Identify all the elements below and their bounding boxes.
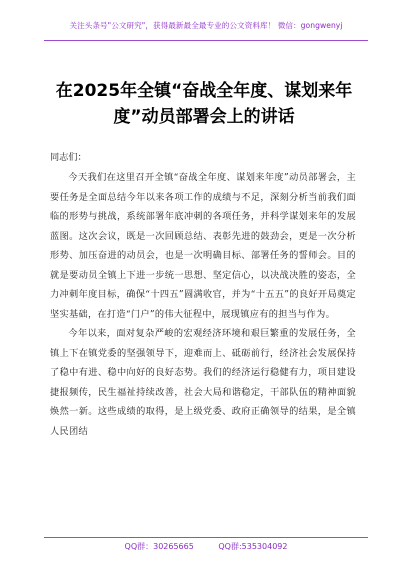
footer: [44, 541, 368, 552]
footer-qq-group-2: QQ群:535304092: [218, 542, 288, 551]
document-title: 在2025年全镇“奋战全年度、谋划来年度”动员部署会上的讲话: [55, 81, 353, 127]
salutation: 同志们：: [50, 152, 87, 163]
document-body: [50, 168, 356, 441]
paragraph: 今天我们在这里召开全镇“奋战全年度、谋划来年度”动员部署会，主要任务是全面总结今年以来各项工作的成绩与不足，深刻分析当前我们面临的形势与挑战，系统部署年底冲刺的各项任务，并科学谋划来年的发展蓝图。这次会议，既是一次回顾总结、表彰先进的鼓劲会，更是一次分析形势、加压奋进的动员会，也是一次明确目标、部署任务的誓师会。目的就是要动员全镇上下进一步统一思想、坚定信心，以决战决胜的姿态，全力冲刺年度目标，确保“十四五”圆满收官，并为“十五五”的良好开局奠定坚实基础，在打造“门户”的伟大征程中，展现镇应有的担当与作为。: [50, 172, 356, 320]
footer-divider: [44, 537, 368, 538]
header-divider: [44, 40, 368, 41]
paragraph: 今年以来，面对复杂严峻的宏观经济环境和艰巨繁重的发展任务，全镇上下在镇党委的坚强领导下，迎难而上、砥砺前行，经济社会发展保持了稳中有进、稳中向好的良好态势。我们的经济运行稳健有力，项目建设捷报频传，民生福祉持续改善，社会大局和谐稳定，干部队伍的精神面貌焕然一新。这些成绩的取得，是上级党委、政府正确领导的结果，是全镇人民团结: [50, 328, 356, 437]
header-promo-note: 关注头条号"公文研究"，获得最新最全最专业的公文资料库！ 微信：gongwenyj: [69, 21, 343, 30]
footer-qq-group-1: QQ群：30265665: [124, 542, 194, 551]
